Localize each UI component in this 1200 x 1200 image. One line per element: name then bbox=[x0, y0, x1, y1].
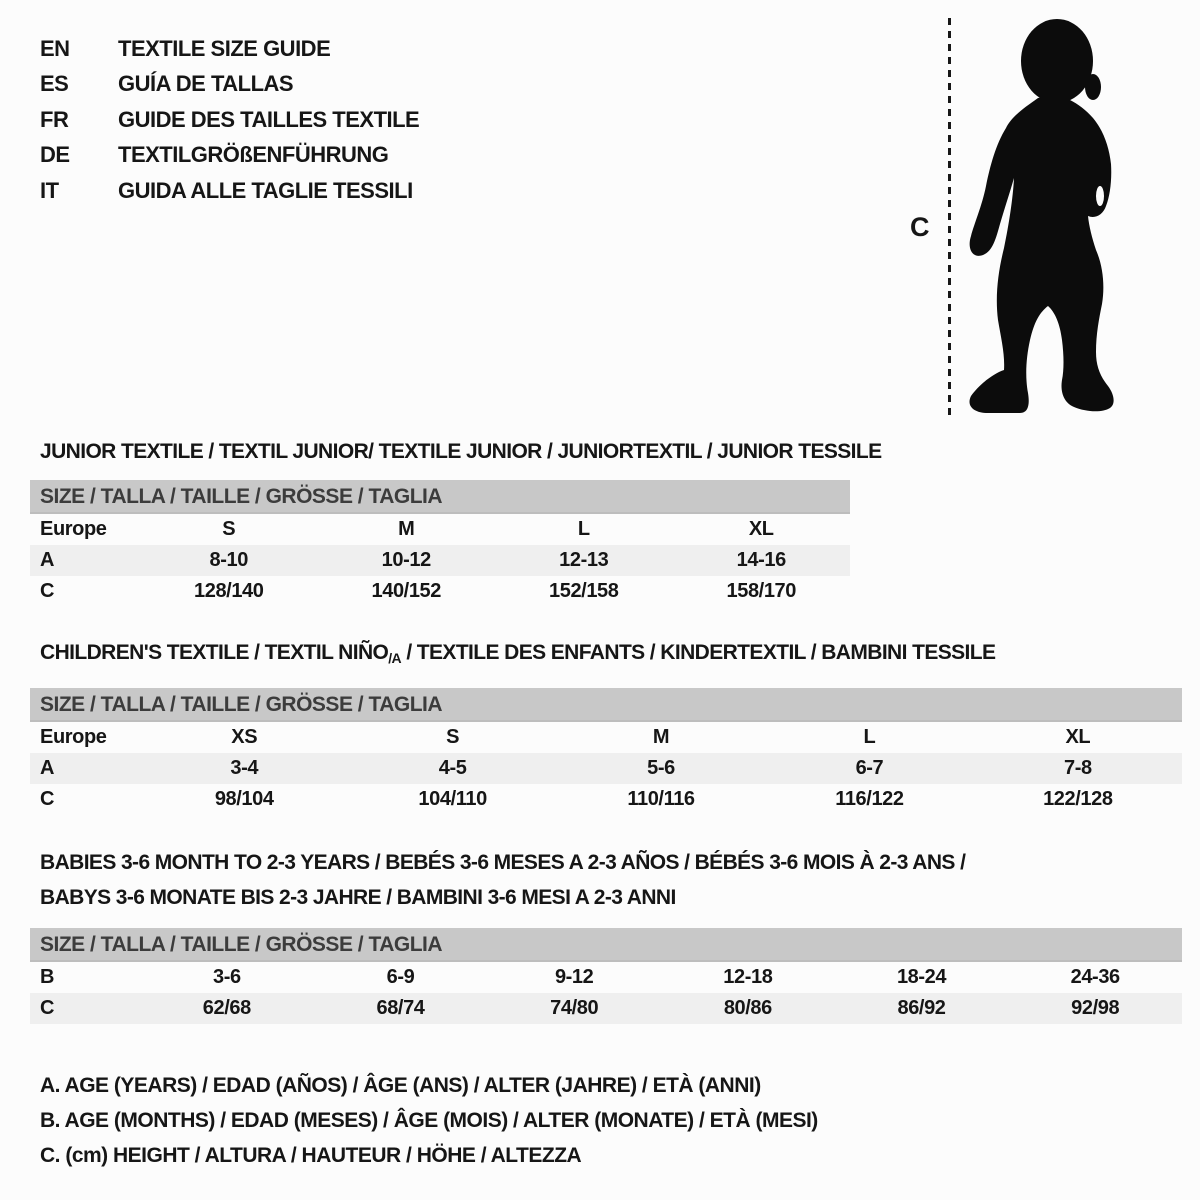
height-cell: 80/86 bbox=[723, 997, 772, 1019]
guide-title-it: GUIDA ALLE TAGLIE TESSILI bbox=[118, 177, 413, 203]
height-cell: 128/140 bbox=[194, 580, 264, 602]
babies-size-table bbox=[30, 928, 1182, 1024]
age-cell: 3-4 bbox=[230, 757, 259, 779]
language-code: DE bbox=[40, 142, 70, 168]
size-table-header: SIZE / TALLA / TAILLE / GRÖSSE / TAGLIA bbox=[30, 480, 850, 514]
size-cell: M bbox=[398, 518, 415, 540]
size-cell: S bbox=[222, 518, 236, 540]
junior-section-title: JUNIOR TEXTILE / TEXTIL JUNIOR/ TEXTILE JUNIOR / JUNIORTEXTIL / JUNIOR TESSILE bbox=[40, 440, 882, 463]
row-label: A bbox=[40, 549, 55, 571]
children-section-title bbox=[40, 641, 995, 666]
language-code: ES bbox=[40, 71, 69, 97]
language-code: EN bbox=[40, 35, 70, 61]
language-row-en bbox=[40, 31, 419, 67]
children-title-subscript: /A bbox=[388, 650, 402, 666]
size-table-header: SIZE / TALLA / TAILLE / GRÖSSE / TAGLIA bbox=[30, 928, 1182, 962]
babies-section-title-line2: BABYS 3-6 MONATE BIS 2-3 JAHRE / BAMBINI 3-6 MESI A 2-3 ANNI bbox=[40, 886, 676, 909]
height-cell: 74/80 bbox=[550, 997, 599, 1019]
table-row-age bbox=[30, 545, 850, 576]
height-cell: 92/98 bbox=[1071, 997, 1120, 1019]
legend-age-months: B. AGE (MONTHS) / EDAD (MESES) / ÂGE (MOIS) / ALTER (MONATE) / ETÀ (MESI) bbox=[40, 1108, 818, 1132]
age-cell: 6-9 bbox=[386, 966, 415, 988]
children-size-table bbox=[30, 688, 1182, 815]
language-row-es bbox=[40, 67, 419, 103]
row-label: A bbox=[40, 757, 55, 779]
children-title-post: / TEXTILE DES ENFANTS / KINDERTEXTIL / BAMBINI TESSILE bbox=[401, 641, 996, 664]
junior-size-table bbox=[30, 480, 850, 607]
table-row-height bbox=[30, 993, 1182, 1024]
size-cell: S bbox=[446, 726, 460, 748]
row-label: C bbox=[40, 580, 55, 602]
legend-height-cm: C. (cm) HEIGHT / ALTURA / HAUTEUR / HÖHE / ALTEZZA bbox=[40, 1143, 582, 1167]
table-row-height bbox=[30, 576, 850, 607]
age-cell: 8-10 bbox=[209, 549, 248, 571]
table-row-height bbox=[30, 784, 1182, 815]
language-row-fr bbox=[40, 102, 419, 138]
guide-title-es: GUÍA DE TALLAS bbox=[118, 71, 294, 97]
row-label: C bbox=[40, 788, 55, 810]
size-cell: M bbox=[652, 726, 670, 748]
size-cell: L bbox=[863, 726, 876, 748]
height-cell: 86/92 bbox=[897, 997, 946, 1019]
table-row-europe bbox=[30, 514, 850, 545]
age-cell: 9-12 bbox=[554, 966, 594, 988]
age-cell: 3-6 bbox=[212, 966, 241, 988]
size-cell: XL bbox=[748, 518, 774, 540]
measurement-legend bbox=[40, 1068, 818, 1173]
babies-section-title-line1: BABIES 3-6 MONTH TO 2-3 YEARS / BEBÉS 3-6 MESES A 2-3 AÑOS / BÉBÉS 3-6 MOIS À 2-3 ANS / bbox=[40, 851, 966, 874]
height-measure-label: C bbox=[910, 212, 930, 242]
height-cell: 62/68 bbox=[202, 997, 251, 1019]
height-measure-dashed-line bbox=[948, 18, 951, 418]
row-label: C bbox=[40, 997, 55, 1019]
height-cell: 98/104 bbox=[214, 788, 274, 810]
age-cell: 18-24 bbox=[896, 966, 947, 988]
age-cell: 5-6 bbox=[647, 757, 675, 779]
age-cell: 12-13 bbox=[559, 549, 609, 571]
height-cell: 152/158 bbox=[549, 580, 619, 602]
toddler-silhouette-image bbox=[962, 14, 1140, 422]
language-row-it bbox=[40, 173, 419, 209]
age-cell: 6-7 bbox=[855, 757, 884, 779]
age-cell: 14-16 bbox=[736, 549, 786, 571]
height-cell: 122/128 bbox=[1043, 788, 1113, 810]
language-title-list bbox=[40, 31, 419, 209]
guide-title-fr: GUIDE DES TAILLES TEXTILE bbox=[118, 106, 420, 132]
row-label: Europe bbox=[40, 518, 107, 540]
table-row-age-months bbox=[30, 962, 1182, 993]
height-cell: 104/110 bbox=[418, 788, 487, 810]
language-code: FR bbox=[40, 106, 69, 132]
guide-title-de: TEXTILGRÖßENFÜHRUNG bbox=[118, 142, 389, 168]
height-cell: 140/152 bbox=[371, 580, 441, 602]
age-cell: 10-12 bbox=[381, 549, 431, 571]
age-cell: 12-18 bbox=[723, 966, 773, 988]
table-row-europe bbox=[30, 722, 1182, 753]
size-cell: XL bbox=[1065, 726, 1091, 748]
language-code: IT bbox=[40, 177, 59, 203]
size-table-header: SIZE / TALLA / TAILLE / GRÖSSE / TAGLIA bbox=[30, 688, 1182, 722]
size-cell: XS bbox=[231, 726, 258, 748]
age-cell: 24-36 bbox=[1070, 966, 1120, 988]
age-cell: 7-8 bbox=[1063, 757, 1092, 779]
height-cell: 158/170 bbox=[726, 580, 796, 602]
table-row-age bbox=[30, 753, 1182, 784]
age-cell: 4-5 bbox=[438, 757, 467, 779]
guide-title-en: TEXTILE SIZE GUIDE bbox=[118, 35, 331, 61]
row-label: Europe bbox=[40, 726, 107, 748]
height-cell: 68/74 bbox=[376, 997, 425, 1019]
size-cell: L bbox=[577, 518, 590, 540]
row-label: B bbox=[40, 966, 55, 988]
language-row-de bbox=[40, 138, 419, 174]
legend-age-years: A. AGE (YEARS) / EDAD (AÑOS) / ÂGE (ANS) / ALTER (JAHRE) / ETÀ (ANNI) bbox=[40, 1073, 761, 1097]
height-cell: 116/122 bbox=[835, 788, 904, 810]
height-cell: 110/116 bbox=[627, 788, 695, 810]
children-title-pre: CHILDREN'S TEXTILE / TEXTIL NIÑO bbox=[40, 641, 389, 664]
